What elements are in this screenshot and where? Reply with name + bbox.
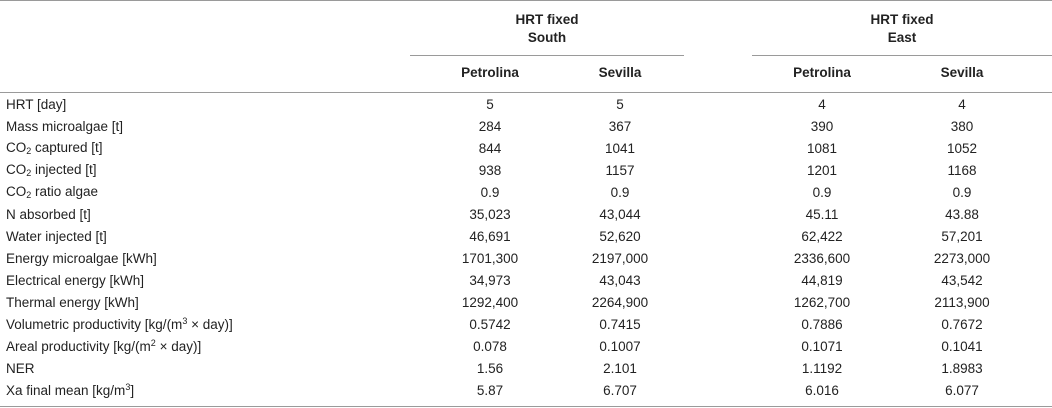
table-cell: 0.7672	[941, 316, 983, 332]
table-row	[0, 335, 1032, 357]
table-cell: 1262,700	[793, 294, 851, 310]
table-cell: 284	[478, 118, 502, 134]
table-row	[0, 203, 1032, 225]
table-cell: 43,043	[599, 272, 641, 288]
table-cell: 1201	[806, 162, 838, 178]
row-label	[0, 335, 420, 357]
column-gap	[680, 225, 752, 247]
table-cell: 43.88	[945, 206, 979, 222]
table-row	[0, 93, 1032, 115]
table-cell: 390	[810, 118, 834, 134]
column-gap	[680, 159, 752, 181]
table-row	[0, 137, 1032, 159]
column-header-sevilla-south: Sevilla	[598, 65, 642, 80]
column-gap	[680, 269, 752, 291]
group-header-line2: South	[527, 30, 567, 45]
row-label-superscript: 2	[150, 338, 156, 348]
row-label-text: ]	[130, 383, 135, 398]
table-cell: 1041	[604, 140, 636, 156]
table-row	[0, 357, 1032, 379]
table-cell: 2264,900	[591, 294, 649, 310]
table-cell: 52,620	[599, 228, 641, 244]
row-label: NER	[6, 360, 35, 376]
table-cell: 0.7886	[801, 316, 843, 332]
table-cell: 0.1071	[801, 338, 843, 354]
row-label: HRT [day]	[6, 96, 67, 112]
row-label: N absorbed [t]	[6, 206, 91, 222]
table-cell: 2336,600	[793, 250, 851, 266]
row-label-subscript: 2	[26, 168, 32, 178]
row-label-superscript: 3	[182, 316, 188, 326]
table-cell: 0.9	[952, 184, 972, 200]
row-label: Thermal energy [kWh]	[6, 294, 139, 310]
table-cell: 380	[950, 118, 974, 134]
table-cell: 1292,400	[461, 294, 519, 310]
table-row	[0, 379, 1032, 401]
table-cell: 0.1007	[599, 338, 641, 354]
column-gap	[680, 93, 752, 115]
column-gap	[680, 137, 752, 159]
column-gap	[680, 181, 752, 203]
table-row	[0, 225, 1032, 247]
table-cell: 1701,300	[461, 250, 519, 266]
table-cell: 0.1041	[941, 338, 983, 354]
table-row	[0, 269, 1032, 291]
table-cell: 1.56	[476, 360, 504, 376]
group-header-east	[752, 11, 1052, 47]
row-label	[0, 137, 420, 159]
group-header-south	[410, 11, 684, 47]
table-cell: 2.101	[603, 360, 637, 376]
table-cell: 0.9	[480, 184, 500, 200]
table-cell: 0.078	[473, 338, 507, 354]
table-cell: 34,973	[469, 272, 511, 288]
group-rule-south	[410, 55, 684, 56]
table-cell: 1157	[605, 162, 635, 178]
table-cell: 938	[478, 162, 502, 178]
table-cell: 1.1192	[801, 360, 843, 376]
table-top-rule	[0, 0, 1052, 1]
table-cell: 45.11	[805, 206, 839, 222]
row-label-text: Xa final mean [kg/m	[6, 383, 126, 398]
row-label-subscript: 2	[26, 190, 32, 200]
row-label-text: × day)]	[187, 317, 233, 332]
row-label-text: Volumetric productivity [kg/(m	[6, 317, 183, 332]
table-cell: 844	[478, 140, 502, 156]
table-cell: 1052	[946, 140, 978, 156]
group-header-line2: East	[887, 30, 917, 45]
row-label-text: CO	[6, 184, 27, 199]
table-cell: 44,819	[801, 272, 843, 288]
row-label	[0, 379, 420, 401]
row-label-text: captured [t]	[31, 140, 103, 155]
table-cell: 1081	[806, 140, 838, 156]
table-cell: 4	[818, 96, 826, 112]
table-cell: 2113,900	[934, 294, 990, 310]
row-label-superscript: 3	[125, 382, 131, 392]
table-cell: 4	[958, 96, 966, 112]
data-table	[0, 93, 1032, 401]
row-label-text: injected [t]	[31, 162, 97, 177]
table-cell: 43,542	[941, 272, 983, 288]
column-gap	[680, 247, 752, 269]
row-label-text: × day)]	[155, 339, 202, 354]
table-row	[0, 291, 1032, 313]
column-gap	[680, 357, 752, 379]
column-gap	[680, 203, 752, 225]
table-cell: 5.87	[476, 382, 504, 398]
table-cell: 35,023	[469, 206, 511, 222]
row-label	[0, 181, 420, 203]
table-cell: 1.8983	[941, 360, 983, 376]
row-label-text: Areal productivity [kg/(m	[6, 339, 151, 354]
table-row	[0, 159, 1032, 181]
row-label-text: CO	[6, 140, 27, 155]
column-header-petrolina-east: Petrolina	[793, 65, 851, 80]
table-cell: 6.707	[603, 382, 637, 398]
table-cell: 62,422	[801, 228, 843, 244]
table-cell: 6.077	[945, 382, 979, 398]
table-cell: 2197,000	[591, 250, 649, 266]
table-row	[0, 181, 1032, 203]
row-label: Mass microalgae [t]	[6, 118, 124, 134]
table-row	[0, 115, 1032, 137]
column-gap	[680, 115, 752, 137]
table-bottom-rule	[0, 406, 1052, 407]
table-cell: 1168	[947, 162, 977, 178]
table-row	[0, 313, 1032, 335]
row-label: Water injected [t]	[6, 228, 107, 244]
table-cell: 46,691	[469, 228, 511, 244]
row-label	[0, 159, 420, 181]
table-cell: 57,201	[941, 228, 983, 244]
row-label-text: CO	[6, 162, 27, 177]
column-header-sevilla-east: Sevilla	[940, 65, 984, 80]
table-row	[0, 247, 1032, 269]
table-cell: 0.5742	[469, 316, 511, 332]
table-cell: 43,044	[599, 206, 641, 222]
table-cell: 0.7415	[599, 316, 641, 332]
table-cell: 5	[616, 96, 624, 112]
row-label: Electrical energy [kWh]	[6, 272, 145, 288]
column-gap	[680, 335, 752, 357]
row-label-subscript: 2	[26, 146, 32, 156]
row-label: Energy microalgae [kWh]	[6, 250, 157, 266]
table-cell: 6.016	[805, 382, 839, 398]
column-gap	[680, 291, 752, 313]
group-rule-east	[752, 55, 1052, 56]
row-label-text: ratio algae	[31, 184, 99, 199]
table-cell: 367	[608, 118, 632, 134]
group-header-line1: HRT fixed	[870, 12, 934, 27]
row-label	[0, 313, 420, 335]
column-gap	[680, 313, 752, 335]
column-gap	[680, 379, 752, 401]
table-cell: 0.9	[610, 184, 630, 200]
group-header-line1: HRT fixed	[515, 12, 579, 27]
column-header-petrolina-south: Petrolina	[461, 65, 519, 80]
table-cell: 5	[486, 96, 494, 112]
table-cell: 0.9	[812, 184, 832, 200]
table-cell: 2273,000	[933, 250, 991, 266]
